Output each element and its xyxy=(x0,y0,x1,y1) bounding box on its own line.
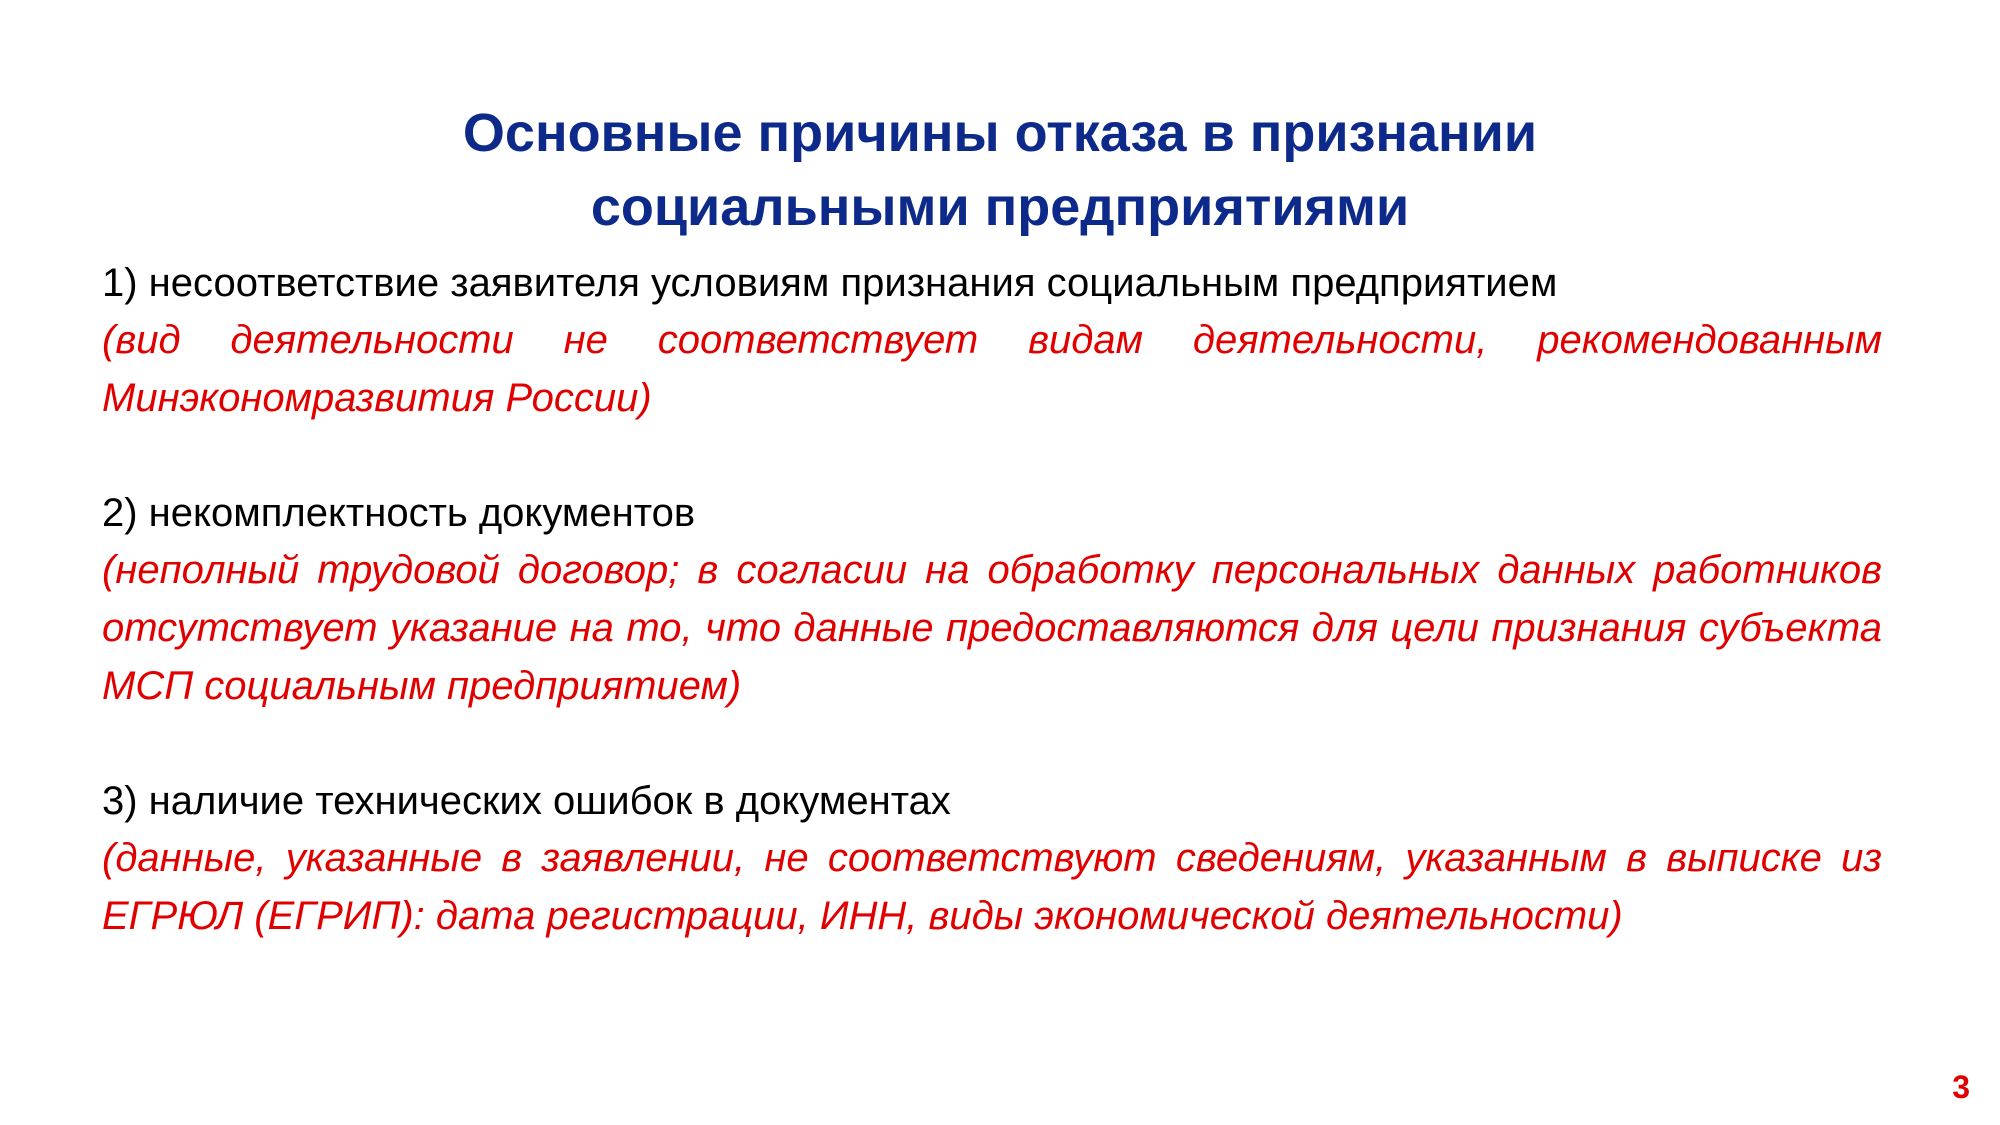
reason-heading-1: 1) несоответствие заявителя условиям признания социальным предприятием xyxy=(102,261,1558,305)
reason-item-3 xyxy=(102,773,1882,945)
reason-note-3: (данные, указанные в заявлении, не соответствуют сведениям, указанным в выписке из ЕГРЮЛ (ЕГРИП): дата регистрации, ИНН, виды экономической деятельности) xyxy=(102,836,1882,938)
page-number: 3 xyxy=(1952,1069,1970,1105)
slide-title-line-1: Основные причины отказа в признании xyxy=(462,103,1538,164)
reason-item-1 xyxy=(102,255,1882,427)
reason-heading-2: 2) некомплектность документов xyxy=(102,491,696,535)
reason-heading-3: 3) наличие технических ошибок в документах xyxy=(102,779,951,823)
reason-note-2: (неполный трудовой договор; в согласии на обработку персональных данных работников отсутствует указание на то, что данные предоставляются для цели признания субъекта МСП социальным предприятием) xyxy=(102,548,1882,708)
reason-item-2 xyxy=(102,485,1882,715)
reasons-list xyxy=(102,255,1882,945)
reason-note-1: (вид деятельности не соответствует видам деятельности, рекомендованным Минэкономразвития России) xyxy=(102,318,1882,420)
slide-title-line-2: социальными предприятиями xyxy=(590,177,1410,238)
slide-title xyxy=(0,96,2000,244)
